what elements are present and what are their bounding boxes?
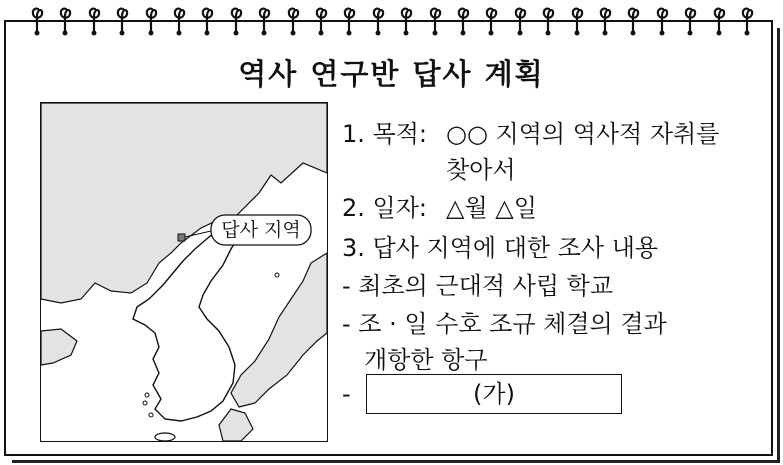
spiral-ring-icon <box>484 6 498 36</box>
spiral-ring-icon <box>172 6 186 36</box>
purpose-text: ○○ 지역의 역사적 자취를 <box>446 120 720 148</box>
island-dot <box>145 393 149 397</box>
purpose-label: 1. 목적: <box>342 120 427 148</box>
spiral-ring-icon <box>144 6 158 36</box>
content-item-1: - 최초의 근대적 사립 학교 <box>342 272 614 300</box>
content-heading: 3. 답사 지역에 대한 조사 내용 <box>342 234 659 262</box>
spiral-ring-icon <box>740 6 754 36</box>
spiral-ring-icon <box>712 6 726 36</box>
island-dot <box>149 413 153 417</box>
page-title: 역사 연구반 답사 계획 <box>238 57 545 91</box>
spiral-ring-icon <box>570 6 584 36</box>
spiral-ring-icon <box>115 6 129 36</box>
spiral-ring-icon <box>513 6 527 36</box>
map-panel <box>40 102 328 442</box>
spiral-ring-icon <box>598 6 612 36</box>
spiral-ring-icon <box>428 6 442 36</box>
spiral-ring-icon <box>257 6 271 36</box>
date-text: △월 △일 <box>446 194 537 222</box>
island-dot <box>275 273 279 277</box>
spiral-ring-icon <box>30 6 44 36</box>
spiral-ring-icon <box>342 6 356 36</box>
site-marker-icon <box>178 234 185 241</box>
spiral-ring-icon <box>200 6 214 36</box>
spiral-ring-icon <box>541 6 555 36</box>
spiral-ring-icon <box>286 6 300 36</box>
purpose-text-cont: 찾아서 <box>446 156 516 184</box>
spiral-ring-icon <box>58 6 72 36</box>
content-item-2-cont: 개항한 항구 <box>364 346 488 374</box>
spiral-ring-icon <box>87 6 101 36</box>
content-item-2: - 조 · 일 수호 조규 체결의 결과 <box>342 310 667 338</box>
spiral-ring-icon <box>456 6 470 36</box>
blank-answer-box: (가) <box>366 374 622 414</box>
spiral-ring-icon <box>626 6 640 36</box>
shandong-peninsula <box>41 329 77 365</box>
jeju-island <box>155 433 175 441</box>
spiral-binding <box>0 0 783 40</box>
spiral-ring-icon <box>399 6 413 36</box>
map-svg <box>41 103 327 441</box>
content-item-3-dash: - <box>342 380 351 408</box>
spiral-ring-icon <box>683 6 697 36</box>
site-label: 답사 지역 <box>221 219 301 241</box>
date-label: 2. 일자: <box>342 194 427 222</box>
spiral-ring-icon <box>655 6 669 36</box>
island-dot <box>143 401 147 405</box>
spiral-ring-icon <box>314 6 328 36</box>
spiral-ring-icon <box>229 6 243 36</box>
japan-kyushu <box>219 409 253 441</box>
spiral-ring-icon <box>371 6 385 36</box>
